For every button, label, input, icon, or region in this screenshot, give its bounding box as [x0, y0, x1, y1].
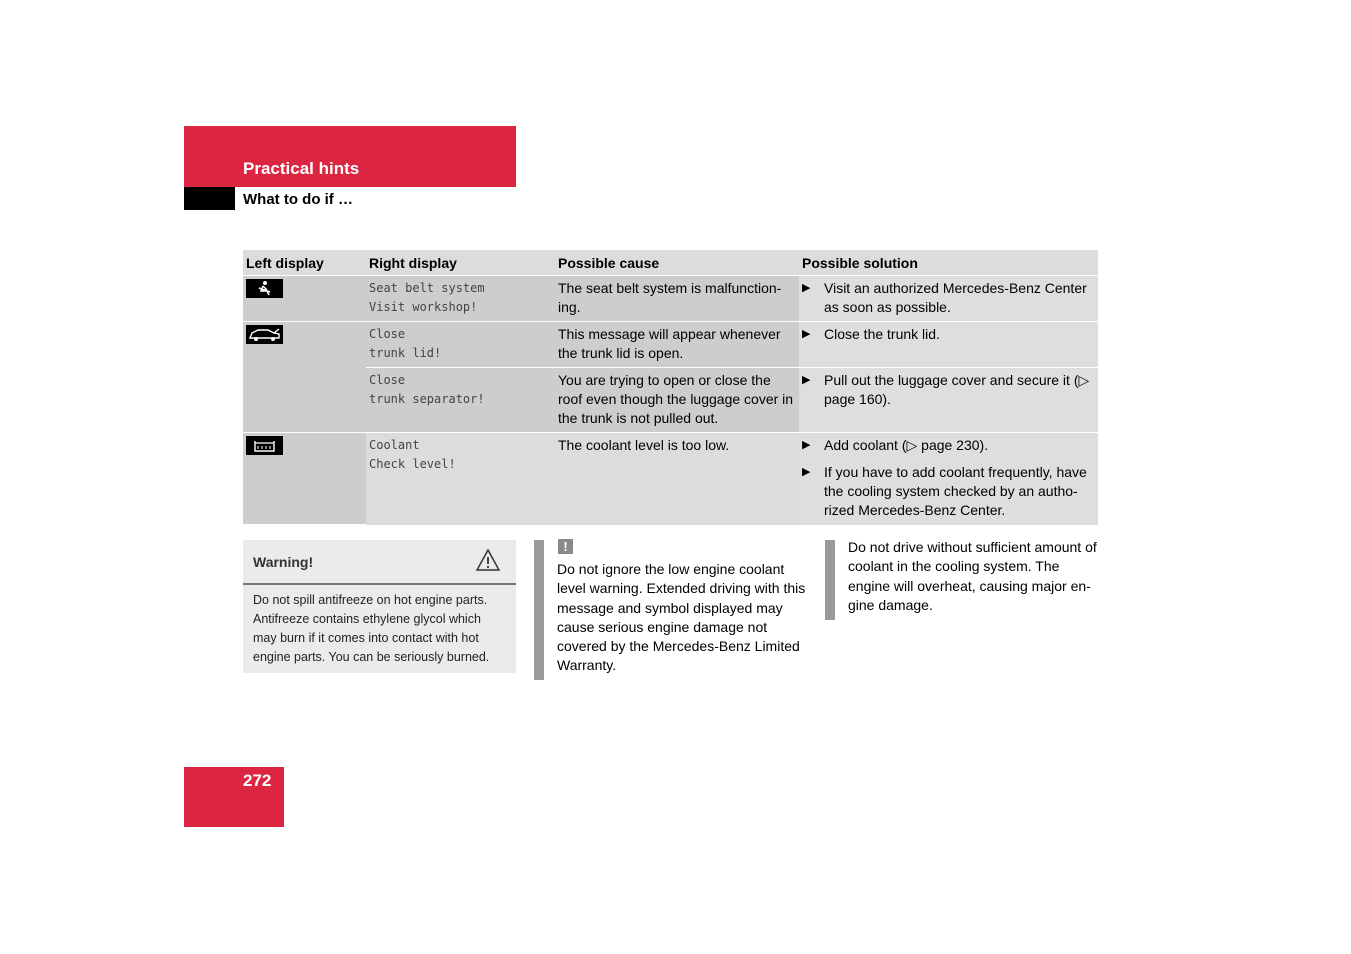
display-message: Seat belt system Visit workshop!: [369, 281, 485, 314]
exclamation-icon: !: [558, 539, 573, 554]
table-row: [243, 433, 1098, 525]
right-display-cell: [366, 276, 555, 322]
bullet-arrow-icon: ▶: [802, 282, 811, 294]
cause-cell: You are trying to open or close the roof even though the luggage cover in the trunk is not pulled out.: [555, 368, 799, 433]
warning-box: [243, 540, 516, 673]
open-trunk-icon: [246, 325, 283, 344]
table-row: [243, 322, 1098, 368]
cause-cell: The seat belt system is malfunction-ing.: [555, 276, 799, 322]
column-header-possible-solution: Possible solution: [799, 250, 1098, 276]
column-header-possible-cause: Possible cause: [555, 250, 799, 276]
solution-text: Close the trunk lid.: [824, 326, 940, 342]
seat-belt-icon: [246, 279, 283, 298]
solution-cell: [799, 322, 1098, 368]
right-display-cell: [366, 322, 555, 368]
bullet-arrow-icon: ▶: [802, 328, 811, 340]
page-number: 272: [243, 771, 272, 790]
cause-cell: The coolant level is too low.: [555, 433, 799, 525]
table-row: [243, 276, 1098, 322]
display-message: Close trunk separator!: [369, 373, 485, 406]
coolant-icon: [246, 436, 283, 455]
bullet-arrow-icon: ▶: [802, 466, 811, 478]
table-header-row: [243, 250, 1098, 276]
left-display-cell: [243, 322, 366, 433]
solution-text: Pull out the luggage cover and secure it (▷ page 160).: [824, 372, 1090, 407]
solution-text: Add coolant (▷ page 230).: [824, 437, 989, 453]
display-message: Coolant Check level!: [369, 438, 456, 471]
warning-text: Do not spill antifreeze on hot engine parts. Antifreeze contains ethylene glycol which may burn if it comes into contact with hot engine parts. You can be seriously burned.: [253, 593, 490, 664]
bullet-arrow-icon: ▶: [802, 439, 811, 451]
warning-header: [243, 540, 516, 585]
display-messages-table: [243, 250, 1098, 525]
solution-cell: [799, 368, 1098, 433]
solution-item: [802, 463, 1094, 520]
solution-item: [802, 325, 1094, 344]
right-display-cell: [366, 433, 555, 525]
solution-cell: [799, 276, 1098, 322]
solution-text: Visit an authorized Mercedes-Benz Center as soon as possible.: [824, 280, 1087, 315]
solution-cell: [799, 433, 1098, 525]
solution-item: [802, 436, 1094, 455]
bullet-arrow-icon: ▶: [802, 374, 811, 386]
solution-item: [802, 279, 1094, 317]
left-display-cell: [243, 276, 366, 322]
column-header-right-display: Right display: [366, 250, 555, 276]
note-side-bar: [534, 540, 544, 680]
left-display-cell: [243, 433, 366, 525]
header-black-tab: [184, 187, 235, 210]
warning-label: Warning!: [253, 554, 314, 570]
coolant-note: Do not drive without sufficient amount of coolant in the cooling system. The engine will overheat, causing major en-gine damage.: [848, 539, 1097, 613]
right-display-cell: [366, 368, 555, 433]
column-header-left-display: Left display: [243, 250, 366, 276]
note-side-bar: [825, 540, 835, 620]
cause-cell: This message will appear whenever the trunk lid is open.: [555, 322, 799, 368]
table-row: [243, 368, 1098, 433]
section-title: Practical hints: [243, 159, 360, 178]
engine-damage-note: Do not ignore the low engine coolant level warning. Extended driving with this message and symbol displayed may cause serious engine damage not covered by the Mercedes-Benz Limited Warranty.: [557, 561, 806, 674]
solution-item: [802, 371, 1094, 409]
solution-text: If you have to add coolant frequently, have the cooling system checked by an autho-rized Mercedes-Benz Center.: [824, 464, 1087, 518]
subsection-title: What to do if …: [243, 191, 353, 208]
display-message: Close trunk lid!: [369, 327, 442, 360]
warning-triangle-icon: [475, 548, 501, 577]
